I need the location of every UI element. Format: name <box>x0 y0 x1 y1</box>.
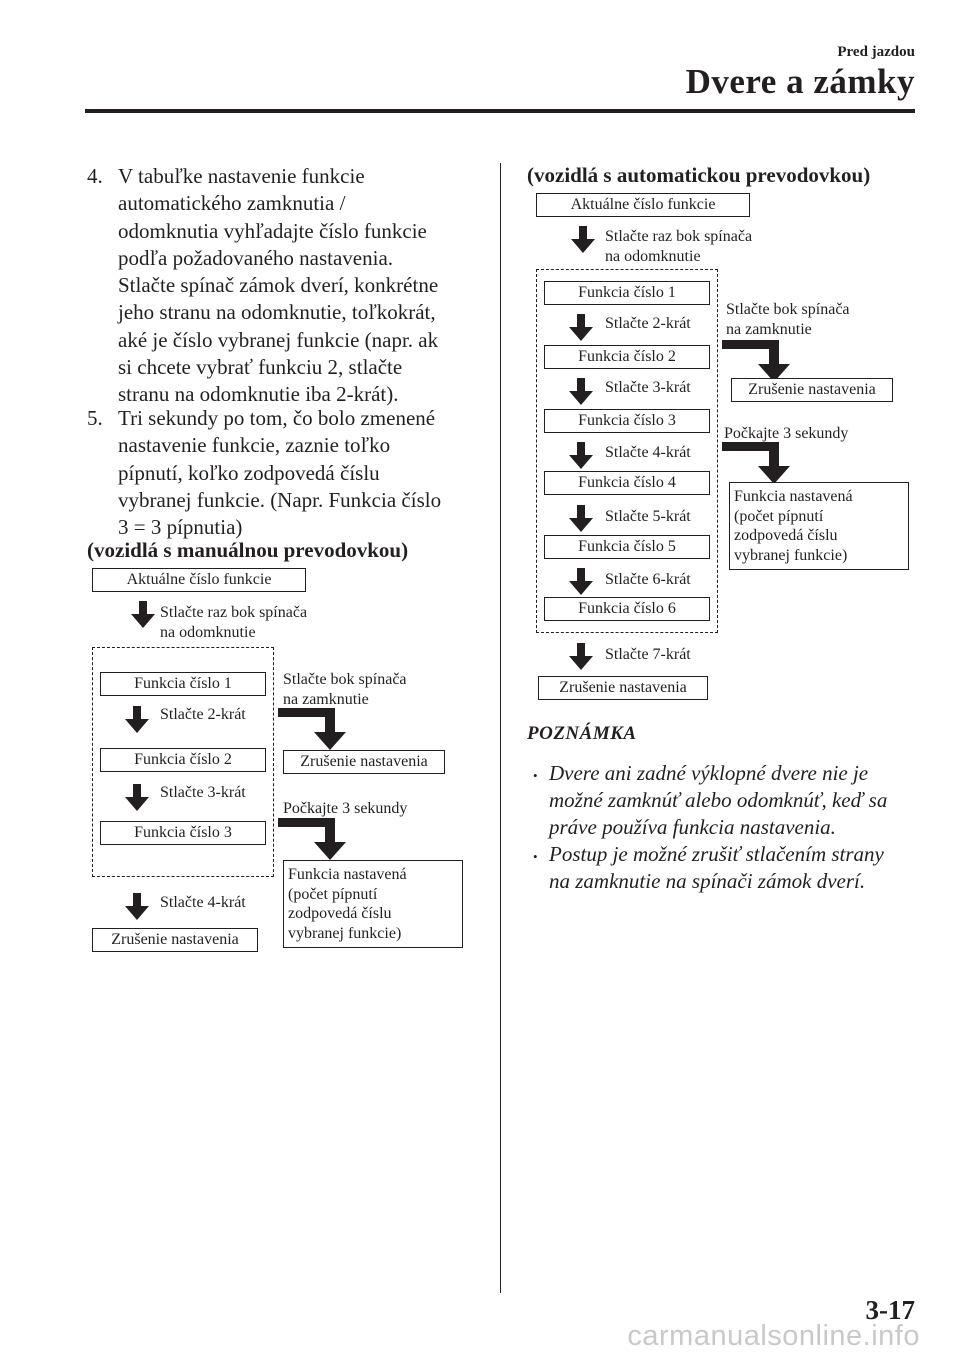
automatic-function-1-box: Funkcia číslo 1 <box>544 281 710 305</box>
automatic-press-lock-label: Stlačte bok spínača na zamknutie <box>726 301 850 338</box>
automatic-result-box: Funkcia nastavená (počet pípnutí zodpovedá číslu vybranej funkcie) <box>729 482 909 570</box>
manual-function-2-box: Funkcia číslo 2 <box>100 748 266 772</box>
automatic-press-label: Stlačte 6-krát <box>605 571 691 588</box>
hook-arrow-icon <box>722 442 796 486</box>
watermark: carmanualsonline.info <box>627 1320 920 1352</box>
down-arrow-icon <box>568 442 594 470</box>
down-arrow-icon <box>568 568 594 596</box>
manual-function-3-box: Funkcia číslo 3 <box>100 821 266 845</box>
manual-cancel-right-box: Zrušenie nastavenia <box>283 750 445 774</box>
automatic-function-5-box: Funkcia číslo 5 <box>544 535 710 559</box>
automatic-cancel-box: Zrušenie nastavenia <box>538 676 708 700</box>
step-text-line: 3 = 3 pípnutia) <box>118 515 243 540</box>
automatic-press-label: Stlačte 2-krát <box>605 315 691 332</box>
manual-function-1-box: Funkcia číslo 1 <box>100 672 266 696</box>
step-number: 4. <box>87 164 103 188</box>
manual-cancel-box: Zrušenie nastavenia <box>92 928 258 952</box>
manual-press-label: Stlačte 4-krát <box>160 894 246 911</box>
step-text-line: vybranej funkcie. (Napr. Funkcia číslo <box>118 487 442 512</box>
manual-press-lock-label: Stlačte bok spínača na zamknutie <box>283 671 407 708</box>
down-arrow-icon <box>124 784 150 812</box>
down-arrow-icon <box>130 601 156 629</box>
page-title: Dvere a zámky <box>685 62 915 101</box>
manual-wait-label: Počkajte 3 sekundy <box>283 800 408 817</box>
manual-press-label: Stlačte 3-krát <box>160 784 246 801</box>
section-label: Pred jazdou <box>837 44 915 60</box>
manual-result-box: Funkcia nastavená (počet pípnutí zodpovedá číslu vybranej funkcie) <box>283 860 463 948</box>
page-number: 3-17 <box>865 1295 915 1325</box>
bullet-icon: • <box>533 849 538 864</box>
note-line: na zamknutie na spínači zámok dverí. <box>549 869 866 893</box>
step-4 <box>87 163 487 409</box>
down-arrow-icon <box>124 893 150 921</box>
hook-arrow-icon <box>278 818 352 862</box>
note-bullet-1 <box>533 760 933 841</box>
step-number: 5. <box>87 406 103 430</box>
step-text-line: podľa požadovaného nastavenia. <box>118 245 394 270</box>
automatic-wait-label: Počkajte 3 sekundy <box>724 425 849 442</box>
automatic-function-6-box: Funkcia číslo 6 <box>544 597 710 621</box>
step-text-line: pípnutí, koľko zodpovedá číslu <box>118 460 380 485</box>
down-arrow-icon <box>568 505 594 533</box>
step-text-line: automatického zamknutia / <box>118 191 346 216</box>
step-text-line: Stlačte spínač zámok dverí, konkrétne <box>118 273 439 298</box>
header-rule <box>85 109 915 113</box>
step-text-line: nastavenie funkcie, zaznie toľko <box>118 433 391 458</box>
step-text-line: jeho stranu na odomknutie, toľkokrát, <box>118 300 436 325</box>
down-arrow-icon <box>568 643 594 671</box>
manual-current-function-box: Aktuálne číslo funkcie <box>92 568 306 592</box>
note-line: Postup je možné zrušiť stlačením strany <box>549 842 884 866</box>
column-divider <box>500 163 501 1293</box>
note-title: POZNÁMKA <box>527 723 637 744</box>
note-bullet-2 <box>533 841 933 895</box>
automatic-function-3-box: Funkcia číslo 3 <box>544 409 710 433</box>
note-line: Dvere ani zadné výklopné dvere nie je <box>549 761 869 785</box>
note-line: možné zamknúť alebo odomknúť, keď sa <box>549 788 888 812</box>
down-arrow-icon <box>568 314 594 342</box>
step-text-line: stranu na odomknutie iba 2-krát). <box>118 382 399 407</box>
step-text-line: si chcete vybrať funkciu 2, stlačte <box>118 355 403 380</box>
automatic-press-once-label: Stlačte raz bok spínača na odomknutie <box>605 228 753 265</box>
manual-press-label: Stlačte 2-krát <box>160 706 246 723</box>
automatic-press-label: Stlačte 4-krát <box>605 444 691 461</box>
automatic-press-label: Stlačte 7-krát <box>605 646 691 663</box>
down-arrow-icon <box>124 706 150 734</box>
automatic-function-4-box: Funkcia číslo 4 <box>544 471 710 495</box>
manual-press-once-label: Stlačte raz bok spínača na odomknutie <box>160 604 308 641</box>
step-text-line: aké je číslo vybranej funkcie (napr. ak <box>118 327 439 352</box>
down-arrow-icon <box>570 226 596 254</box>
automatic-current-function-box: Aktuálne číslo funkcie <box>536 193 750 217</box>
bullet-icon: • <box>533 768 538 783</box>
automatic-press-label: Stlačte 3-krát <box>605 379 691 396</box>
step-text-line: odomknutia vyhľadajte číslo funkcie <box>118 218 427 243</box>
down-arrow-icon <box>568 378 594 406</box>
note-line: práve používa funkcia nastavenia. <box>549 815 836 839</box>
step-text-line: V tabuľke nastavenie funkcie <box>118 164 365 188</box>
hook-arrow-icon <box>278 708 352 752</box>
automatic-cancel-right-box: Zrušenie nastavenia <box>731 378 893 402</box>
step-text-line: Tri sekundy po tom, čo bolo zmenené <box>118 406 436 430</box>
automatic-function-2-box: Funkcia číslo 2 <box>544 345 710 369</box>
automatic-title: (vozidlá s automatickou prevodovkou) <box>527 163 871 187</box>
manual-title: (vozidlá s manuálnou prevodovkou) <box>87 538 409 562</box>
step-5 <box>87 405 487 541</box>
automatic-press-label: Stlačte 5-krát <box>605 508 691 525</box>
